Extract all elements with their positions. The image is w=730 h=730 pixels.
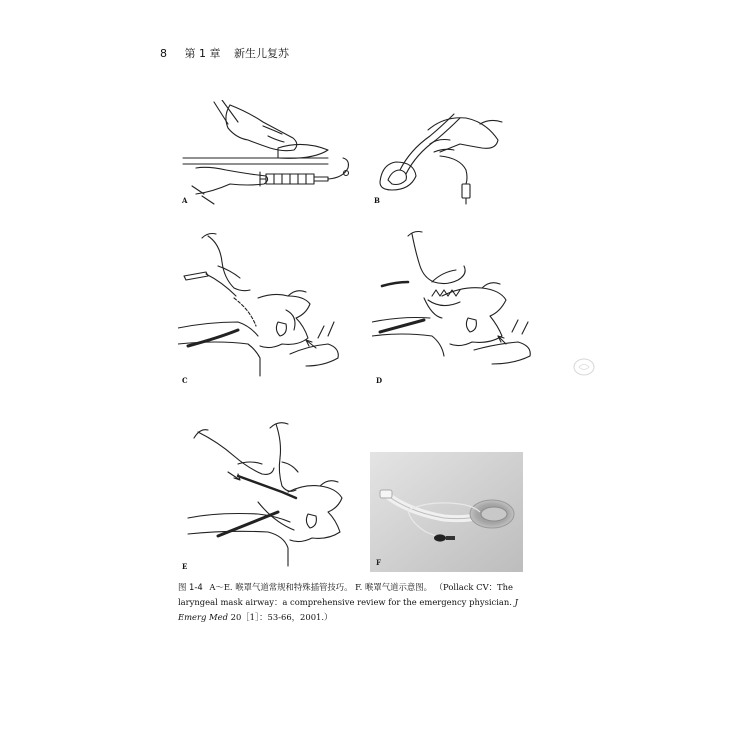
laryngeal-mask-photo-image: [370, 452, 523, 572]
page-header: [160, 45, 289, 61]
figure-label: 图 1-4: [178, 582, 203, 592]
insertion-step-e-illustration: [178, 412, 358, 572]
illustration-panel-a: [178, 100, 356, 210]
chapter-title: 新生儿复苏: [234, 47, 289, 60]
illustration-panel-c: [178, 226, 358, 386]
illustration-panel-d: [372, 226, 550, 386]
caption-text-cn: A～E. 喉罩气道常规和特殊插管技巧。 F. 喉罩气道示意图。: [209, 582, 432, 592]
laryngeal-mask-photo: [370, 452, 523, 572]
caption-citation-post: 20［1］：53-66，2001.）: [230, 612, 333, 622]
panel-label-c: C: [182, 376, 188, 385]
panel-label-e: E: [182, 562, 188, 571]
mask-holding-illustration: [370, 100, 510, 210]
panel-label-d: D: [376, 376, 383, 385]
caption-citation-pre: （Pollack CV：The laryngeal mask airway：a comprehensive review for the emergency physician.: [178, 582, 513, 607]
figure-caption: [178, 580, 548, 625]
panel-label-f: F: [376, 558, 381, 567]
insertion-step-c-illustration: [178, 226, 358, 386]
panel-label-b: B: [374, 196, 380, 205]
insertion-step-d-illustration: [372, 226, 550, 386]
watermark-stamp: [573, 358, 595, 376]
syringe-inflation-illustration: [178, 100, 356, 210]
page-number: 8: [160, 47, 167, 60]
illustration-panel-b: [370, 100, 510, 210]
chapter-number: 第 1 章: [184, 47, 221, 60]
illustration-panel-e: [178, 412, 358, 572]
caption-journal: J Emerg Med: [178, 597, 518, 622]
panel-label-a: A: [182, 196, 188, 205]
